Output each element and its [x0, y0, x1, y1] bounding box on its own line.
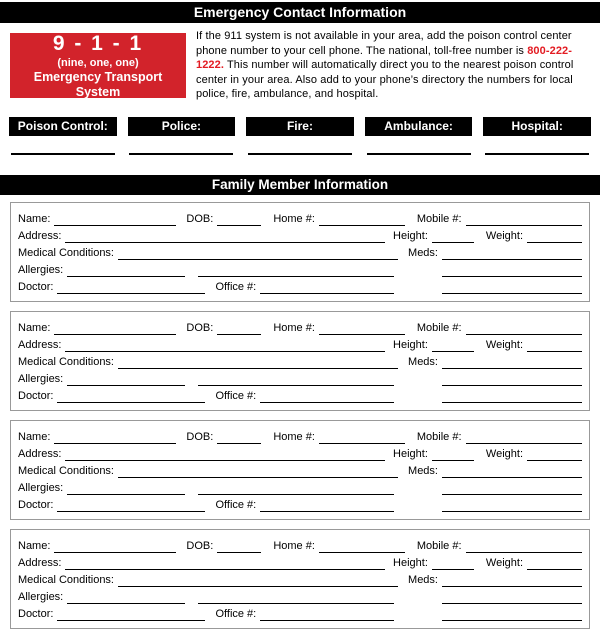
doctor-field-line[interactable]	[57, 390, 205, 403]
member-row-doctor	[18, 386, 582, 403]
name-label: Name:	[18, 430, 51, 443]
mobile-phone-field-line[interactable]	[466, 540, 582, 553]
allergies-extra-field-line[interactable]	[198, 373, 394, 386]
meds-extra-field-line[interactable]	[442, 373, 582, 386]
home-phone-field-line[interactable]	[319, 540, 405, 553]
meds-extra-field-line[interactable]	[442, 591, 582, 604]
family-header-bar	[0, 175, 600, 195]
poison-control-phone-number: 800-222-1222.	[196, 44, 573, 72]
medical-conditions-field-line[interactable]	[118, 356, 398, 369]
contact-label-hospital: Hospital:	[483, 117, 591, 136]
dob-field-line[interactable]	[217, 213, 261, 226]
height-label: Height:	[393, 447, 428, 460]
intro-text-after: This number will automatically direct you to the nearest poison control center in your area. Also add to your phone’s directory the numbers for local police, fire, ambulance, and hospital.	[196, 59, 574, 101]
office-phone-field-line[interactable]	[260, 499, 394, 512]
contact-cell-poison-control	[9, 117, 117, 136]
home-phone-label: Home #:	[273, 321, 315, 334]
meds-field-line[interactable]	[442, 247, 582, 260]
contacts-blank-line-row	[9, 136, 591, 155]
allergies-label: Allergies:	[18, 590, 64, 603]
allergies-extra-field-line[interactable]	[198, 591, 394, 604]
contacts-label-row	[9, 117, 591, 136]
meds-extra-field-line[interactable]	[442, 482, 582, 495]
emergency-intro-section	[10, 30, 590, 102]
medical-conditions-label: Medical Conditions:	[18, 355, 114, 368]
mobile-phone-label: Mobile #:	[416, 430, 462, 443]
allergies-label: Allergies:	[18, 263, 64, 276]
address-label: Address:	[18, 556, 62, 569]
meds-label: Meds:	[408, 464, 438, 477]
family-member-block	[10, 202, 590, 302]
doctor-label: Doctor:	[18, 498, 54, 511]
member-row-allergies	[18, 478, 582, 495]
family-header-title: Family Member Information	[211, 176, 389, 192]
weight-field-line[interactable]	[527, 339, 582, 352]
member-row-name	[18, 427, 582, 444]
dob-field-line[interactable]	[217, 322, 261, 335]
allergies-label: Allergies:	[18, 481, 64, 494]
contact-cell-ambulance	[365, 117, 473, 136]
meds-extra-field-line-2[interactable]	[442, 390, 582, 403]
doctor-field-line[interactable]	[57, 281, 205, 294]
office-phone-label: Office #:	[215, 607, 257, 620]
home-phone-label: Home #:	[273, 212, 315, 225]
mobile-phone-label: Mobile #:	[416, 539, 462, 552]
doctor-label: Doctor:	[18, 607, 54, 620]
family-member-block	[10, 311, 590, 411]
dob-label: DOB:	[186, 539, 214, 552]
poison-control-input[interactable]	[11, 136, 115, 155]
medical-conditions-field-line[interactable]	[118, 574, 398, 587]
dob-label: DOB:	[186, 321, 214, 334]
address-label: Address:	[18, 338, 62, 351]
badge-911-subtitle: Emergency Transport System	[33, 70, 163, 99]
address-field-line[interactable]	[65, 230, 385, 243]
fire-input[interactable]	[248, 136, 352, 155]
address-label: Address:	[18, 229, 62, 242]
dob-field-line[interactable]	[217, 540, 261, 553]
contact-cell-hospital	[483, 117, 591, 136]
member-row-address	[18, 444, 582, 461]
weight-field-line[interactable]	[527, 557, 582, 570]
weight-label: Weight:	[485, 556, 523, 569]
meds-field-line[interactable]	[442, 465, 582, 478]
height-label: Height:	[393, 338, 428, 351]
meds-label: Meds:	[408, 355, 438, 368]
member-row-doctor	[18, 277, 582, 294]
allergies-extra-field-line[interactable]	[198, 264, 394, 277]
office-phone-label: Office #:	[215, 498, 257, 511]
home-phone-field-line[interactable]	[319, 431, 405, 444]
member-row-name	[18, 318, 582, 335]
member-row-medical	[18, 570, 582, 587]
name-field-line[interactable]	[54, 431, 176, 444]
member-row-medical	[18, 461, 582, 478]
meds-field-line[interactable]	[442, 356, 582, 369]
home-phone-label: Home #:	[273, 430, 315, 443]
weight-label: Weight:	[485, 338, 523, 351]
name-field-line[interactable]	[54, 322, 176, 335]
allergies-field-line[interactable]	[67, 373, 185, 386]
dob-field-line[interactable]	[217, 431, 261, 444]
member-row-address	[18, 335, 582, 352]
contact-cell-fire	[246, 117, 354, 136]
badge-911-number: 9 - 1 - 1	[52, 32, 144, 55]
doctor-label: Doctor:	[18, 280, 54, 293]
meds-field-line[interactable]	[442, 574, 582, 587]
allergies-extra-field-line[interactable]	[198, 482, 394, 495]
contact-cell-police	[128, 117, 236, 136]
address-field-line[interactable]	[65, 557, 385, 570]
meds-extra-field-line-2[interactable]	[442, 608, 582, 621]
weight-label: Weight:	[485, 447, 523, 460]
mobile-phone-label: Mobile #:	[416, 321, 462, 334]
home-phone-field-line[interactable]	[319, 213, 405, 226]
meds-label: Meds:	[408, 246, 438, 259]
allergies-field-line[interactable]	[67, 264, 185, 277]
member-row-medical	[18, 352, 582, 369]
mobile-phone-field-line[interactable]	[466, 213, 582, 226]
meds-extra-field-line[interactable]	[442, 264, 582, 277]
home-phone-field-line[interactable]	[319, 322, 405, 335]
office-phone-label: Office #:	[215, 280, 257, 293]
contact-label-police: Police:	[128, 117, 236, 136]
member-row-name	[18, 209, 582, 226]
doctor-field-line[interactable]	[57, 499, 205, 512]
ambulance-input[interactable]	[367, 136, 471, 155]
member-row-medical	[18, 243, 582, 260]
medical-conditions-field-line[interactable]	[118, 247, 398, 260]
name-field-line[interactable]	[54, 540, 176, 553]
dob-label: DOB:	[186, 430, 214, 443]
intro-text-before: If the 911 system is not available in your area, add the poison control center phone number to your cell phone. The national, toll-free number is	[196, 30, 572, 57]
mobile-phone-label: Mobile #:	[416, 212, 462, 225]
height-field-line[interactable]	[432, 339, 474, 352]
allergies-label: Allergies:	[18, 372, 64, 385]
member-row-address	[18, 553, 582, 570]
name-label: Name:	[18, 321, 51, 334]
weight-field-line[interactable]	[527, 448, 582, 461]
weight-field-line[interactable]	[527, 230, 582, 243]
meds-label: Meds:	[408, 573, 438, 586]
office-phone-label: Office #:	[215, 389, 257, 402]
emergency-header-bar	[0, 2, 600, 23]
dob-label: DOB:	[186, 212, 214, 225]
member-row-allergies	[18, 260, 582, 277]
member-row-allergies	[18, 587, 582, 604]
home-phone-label: Home #:	[273, 539, 315, 552]
meds-extra-field-line-2[interactable]	[442, 499, 582, 512]
height-label: Height:	[393, 556, 428, 569]
medical-conditions-label: Medical Conditions:	[18, 246, 114, 259]
poison-control-paragraph	[196, 29, 590, 102]
allergies-field-line[interactable]	[67, 482, 185, 495]
emergency-header-title: Emergency Contact Information	[193, 4, 407, 20]
badge-911-phonetic: (nine, one, one)	[57, 57, 139, 69]
weight-label: Weight:	[485, 229, 523, 242]
family-member-block	[10, 529, 590, 629]
address-field-line[interactable]	[65, 448, 385, 461]
meds-extra-field-line-2[interactable]	[442, 281, 582, 294]
member-row-allergies	[18, 369, 582, 386]
mobile-phone-field-line[interactable]	[466, 322, 582, 335]
medical-conditions-label: Medical Conditions:	[18, 464, 114, 477]
doctor-label: Doctor:	[18, 389, 54, 402]
hospital-input[interactable]	[485, 136, 589, 155]
allergies-field-line[interactable]	[67, 591, 185, 604]
mobile-phone-field-line[interactable]	[466, 431, 582, 444]
police-input[interactable]	[129, 136, 233, 155]
address-field-line[interactable]	[65, 339, 385, 352]
member-row-address	[18, 226, 582, 243]
member-row-doctor	[18, 495, 582, 512]
name-field-line[interactable]	[54, 213, 176, 226]
emergency-911-badge	[10, 33, 186, 98]
family-member-block	[10, 420, 590, 520]
member-row-doctor	[18, 604, 582, 621]
name-label: Name:	[18, 212, 51, 225]
height-field-line[interactable]	[432, 448, 474, 461]
name-label: Name:	[18, 539, 51, 552]
height-field-line[interactable]	[432, 557, 474, 570]
address-label: Address:	[18, 447, 62, 460]
contact-label-fire: Fire:	[246, 117, 354, 136]
office-phone-field-line[interactable]	[260, 390, 394, 403]
office-phone-field-line[interactable]	[260, 608, 394, 621]
height-label: Height:	[393, 229, 428, 242]
medical-conditions-label: Medical Conditions:	[18, 573, 114, 586]
contact-label-ambulance: Ambulance:	[365, 117, 473, 136]
office-phone-field-line[interactable]	[260, 281, 394, 294]
doctor-field-line[interactable]	[57, 608, 205, 621]
height-field-line[interactable]	[432, 230, 474, 243]
medical-conditions-field-line[interactable]	[118, 465, 398, 478]
member-row-name	[18, 536, 582, 553]
family-blocks-container	[0, 202, 600, 629]
contact-label-poison-control: Poison Control:	[9, 117, 117, 136]
